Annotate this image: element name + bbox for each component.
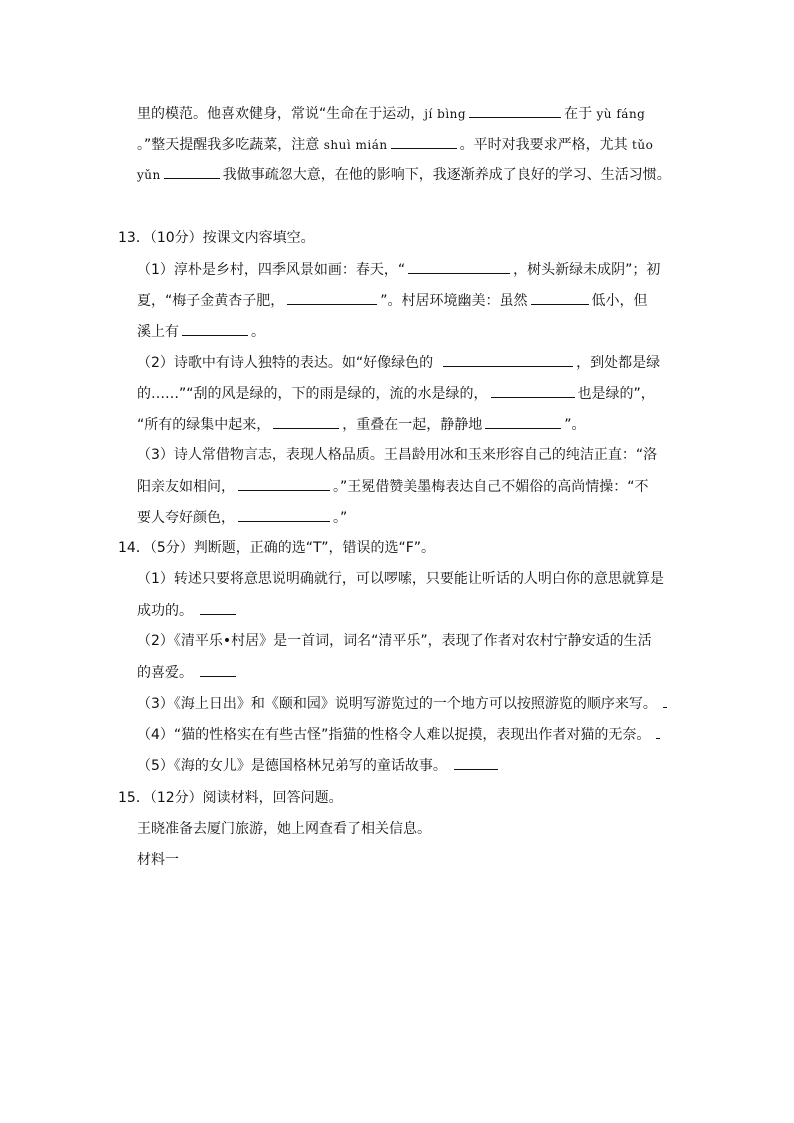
q14-item-3 <box>137 693 667 714</box>
pinyin-yufang: yù fáng <box>596 107 646 121</box>
q13-text: ，树头新绿未成阴”；初 <box>513 262 661 278</box>
q13-3-line-1: （3）诗人常借物言志，表现人格品质。王昌龄用冰和玉来形容自己的纯洁正直：“洛 <box>137 447 658 463</box>
q13-text: ，重叠在一起，静静地 <box>342 417 483 433</box>
q13-text: “所有的绿集中起来， <box>137 417 271 433</box>
q14-text: （3）《海上日出》和《颐和园》说明写游览过的一个地方可以按照游览的顺序来写。 <box>137 696 657 712</box>
answer-blank-14-4[interactable] <box>656 724 660 739</box>
q14-item-1-line-1: （1）转述只要将意思说明确就行，可以啰嗦，只要能让听话的人明白你的意思就算是 <box>137 571 664 587</box>
blank-13-1a[interactable] <box>408 259 510 274</box>
q13-text: ”。村居环境幽美：虽然 <box>380 293 528 309</box>
q13-text: ，到处都是绿 <box>576 355 661 371</box>
q13-text: （2）诗歌中有诗人独特的表达。如“好像绿色的 <box>137 355 434 371</box>
blank-13-2b[interactable] <box>491 383 575 398</box>
q13-2-line-2 <box>137 383 655 404</box>
passage-line-2 <box>137 134 653 155</box>
q13-3-line-2 <box>137 476 649 497</box>
blank-13-1d[interactable] <box>182 321 248 336</box>
q13-text: 。”王冕借赞美墨梅表达自己不媚俗的高尚情操：“不 <box>333 479 649 495</box>
q13-text: ”。 <box>564 417 586 433</box>
q13-2-line-1 <box>137 352 660 373</box>
passage-line-1 <box>137 103 645 124</box>
answer-blank-14-3[interactable] <box>663 693 667 708</box>
q14-item-2-line-2 <box>137 662 239 683</box>
pinyin-yun: yǔn <box>137 168 161 182</box>
q13-text: 也是绿的”， <box>577 386 655 402</box>
q13-1-line-2 <box>137 290 648 311</box>
blank-13-1c[interactable] <box>531 290 589 305</box>
q13-1-line-3 <box>137 321 265 342</box>
q14-item-1-line-2 <box>137 600 239 621</box>
q13-text: 低小，但 <box>591 293 648 309</box>
q13-heading: 13．（10分）按课文内容填空。 <box>118 230 315 246</box>
q13-text: （1）淳朴是乡村，四季风景如画：春天，“ <box>137 262 406 278</box>
blank-13-1b[interactable] <box>287 290 377 305</box>
answer-blank-14-5[interactable] <box>454 755 498 770</box>
q14-text: 的喜爱。 <box>137 665 193 681</box>
q15-heading: 15．（12分）阅读材料，回答问题。 <box>118 790 343 806</box>
answer-blank-14-2[interactable] <box>200 662 236 677</box>
q13-2-line-3 <box>137 414 586 435</box>
q14-text: （5）《海的女儿》是德国格林兄弟写的童话故事。 <box>137 758 447 774</box>
q14-heading: 14．（5分）判断题，正确的选“T”，错误的选“F”。 <box>118 540 436 556</box>
blank-13-3a[interactable] <box>238 476 330 491</box>
pinyin-shuimian: shuì mián <box>323 138 388 152</box>
blank-13-2a[interactable] <box>443 352 573 367</box>
blank-13-2d[interactable] <box>485 414 561 429</box>
blank-jibing[interactable] <box>469 103 561 118</box>
q15-intro: 王晓准备去厦门旅游，她上网查看了相关信息。 <box>137 821 431 837</box>
passage-text: 里的模范。他喜欢健身，常说“生命在于运动， <box>137 106 425 122</box>
q13-text: 的……”“刮的风是绿的，下的雨是绿的，流的水是绿的， <box>137 386 488 402</box>
pinyin-jibing: jí bìng <box>424 107 467 121</box>
passage-text: 。”整天提醒我多吃蔬菜，注意 <box>137 137 320 153</box>
q14-item-5 <box>137 755 501 776</box>
q14-text: （4）“猫的性格实在有些古怪”指猫的性格令人难以捉摸，表现出作者对猫的无奈。 <box>137 727 651 743</box>
passage-line-3 <box>137 164 671 185</box>
passage-text: 我做事疏忽大意，在他的影响下，我逐渐养成了良好的学习、生活习惯。 <box>222 167 671 183</box>
q13-text: 夏，“梅子金黄杏子肥， <box>137 293 285 309</box>
blank-13-3b[interactable] <box>238 507 330 522</box>
q14-text: 成功的。 <box>137 603 193 619</box>
pinyin-tuo: tǔo <box>632 138 654 152</box>
blank-13-2c[interactable] <box>273 414 339 429</box>
q13-1-line-1 <box>137 259 660 280</box>
passage-text: 在于 <box>564 106 593 122</box>
q13-text: 。 <box>251 324 265 340</box>
q13-text: 。” <box>333 510 348 526</box>
q13-text: 溪上有 <box>137 324 179 340</box>
q15-material-label: 材料一 <box>137 852 179 868</box>
blank-shuimian[interactable] <box>391 134 457 149</box>
passage-text: 。平时对我要求严格，尤其 <box>459 137 628 153</box>
q14-item-4 <box>137 724 660 745</box>
q13-3-line-3 <box>137 507 347 528</box>
blank-tuoyun[interactable] <box>164 164 220 179</box>
q13-text: 阳亲友如相问， <box>137 479 235 495</box>
answer-blank-14-1[interactable] <box>200 600 236 615</box>
q13-text: 要人夸好颜色， <box>137 510 235 526</box>
q14-item-2-line-1: （2）《清平乐•村居》是一首词，词名“清平乐”，表现了作者对农村宁静安适的生活 <box>137 633 652 649</box>
